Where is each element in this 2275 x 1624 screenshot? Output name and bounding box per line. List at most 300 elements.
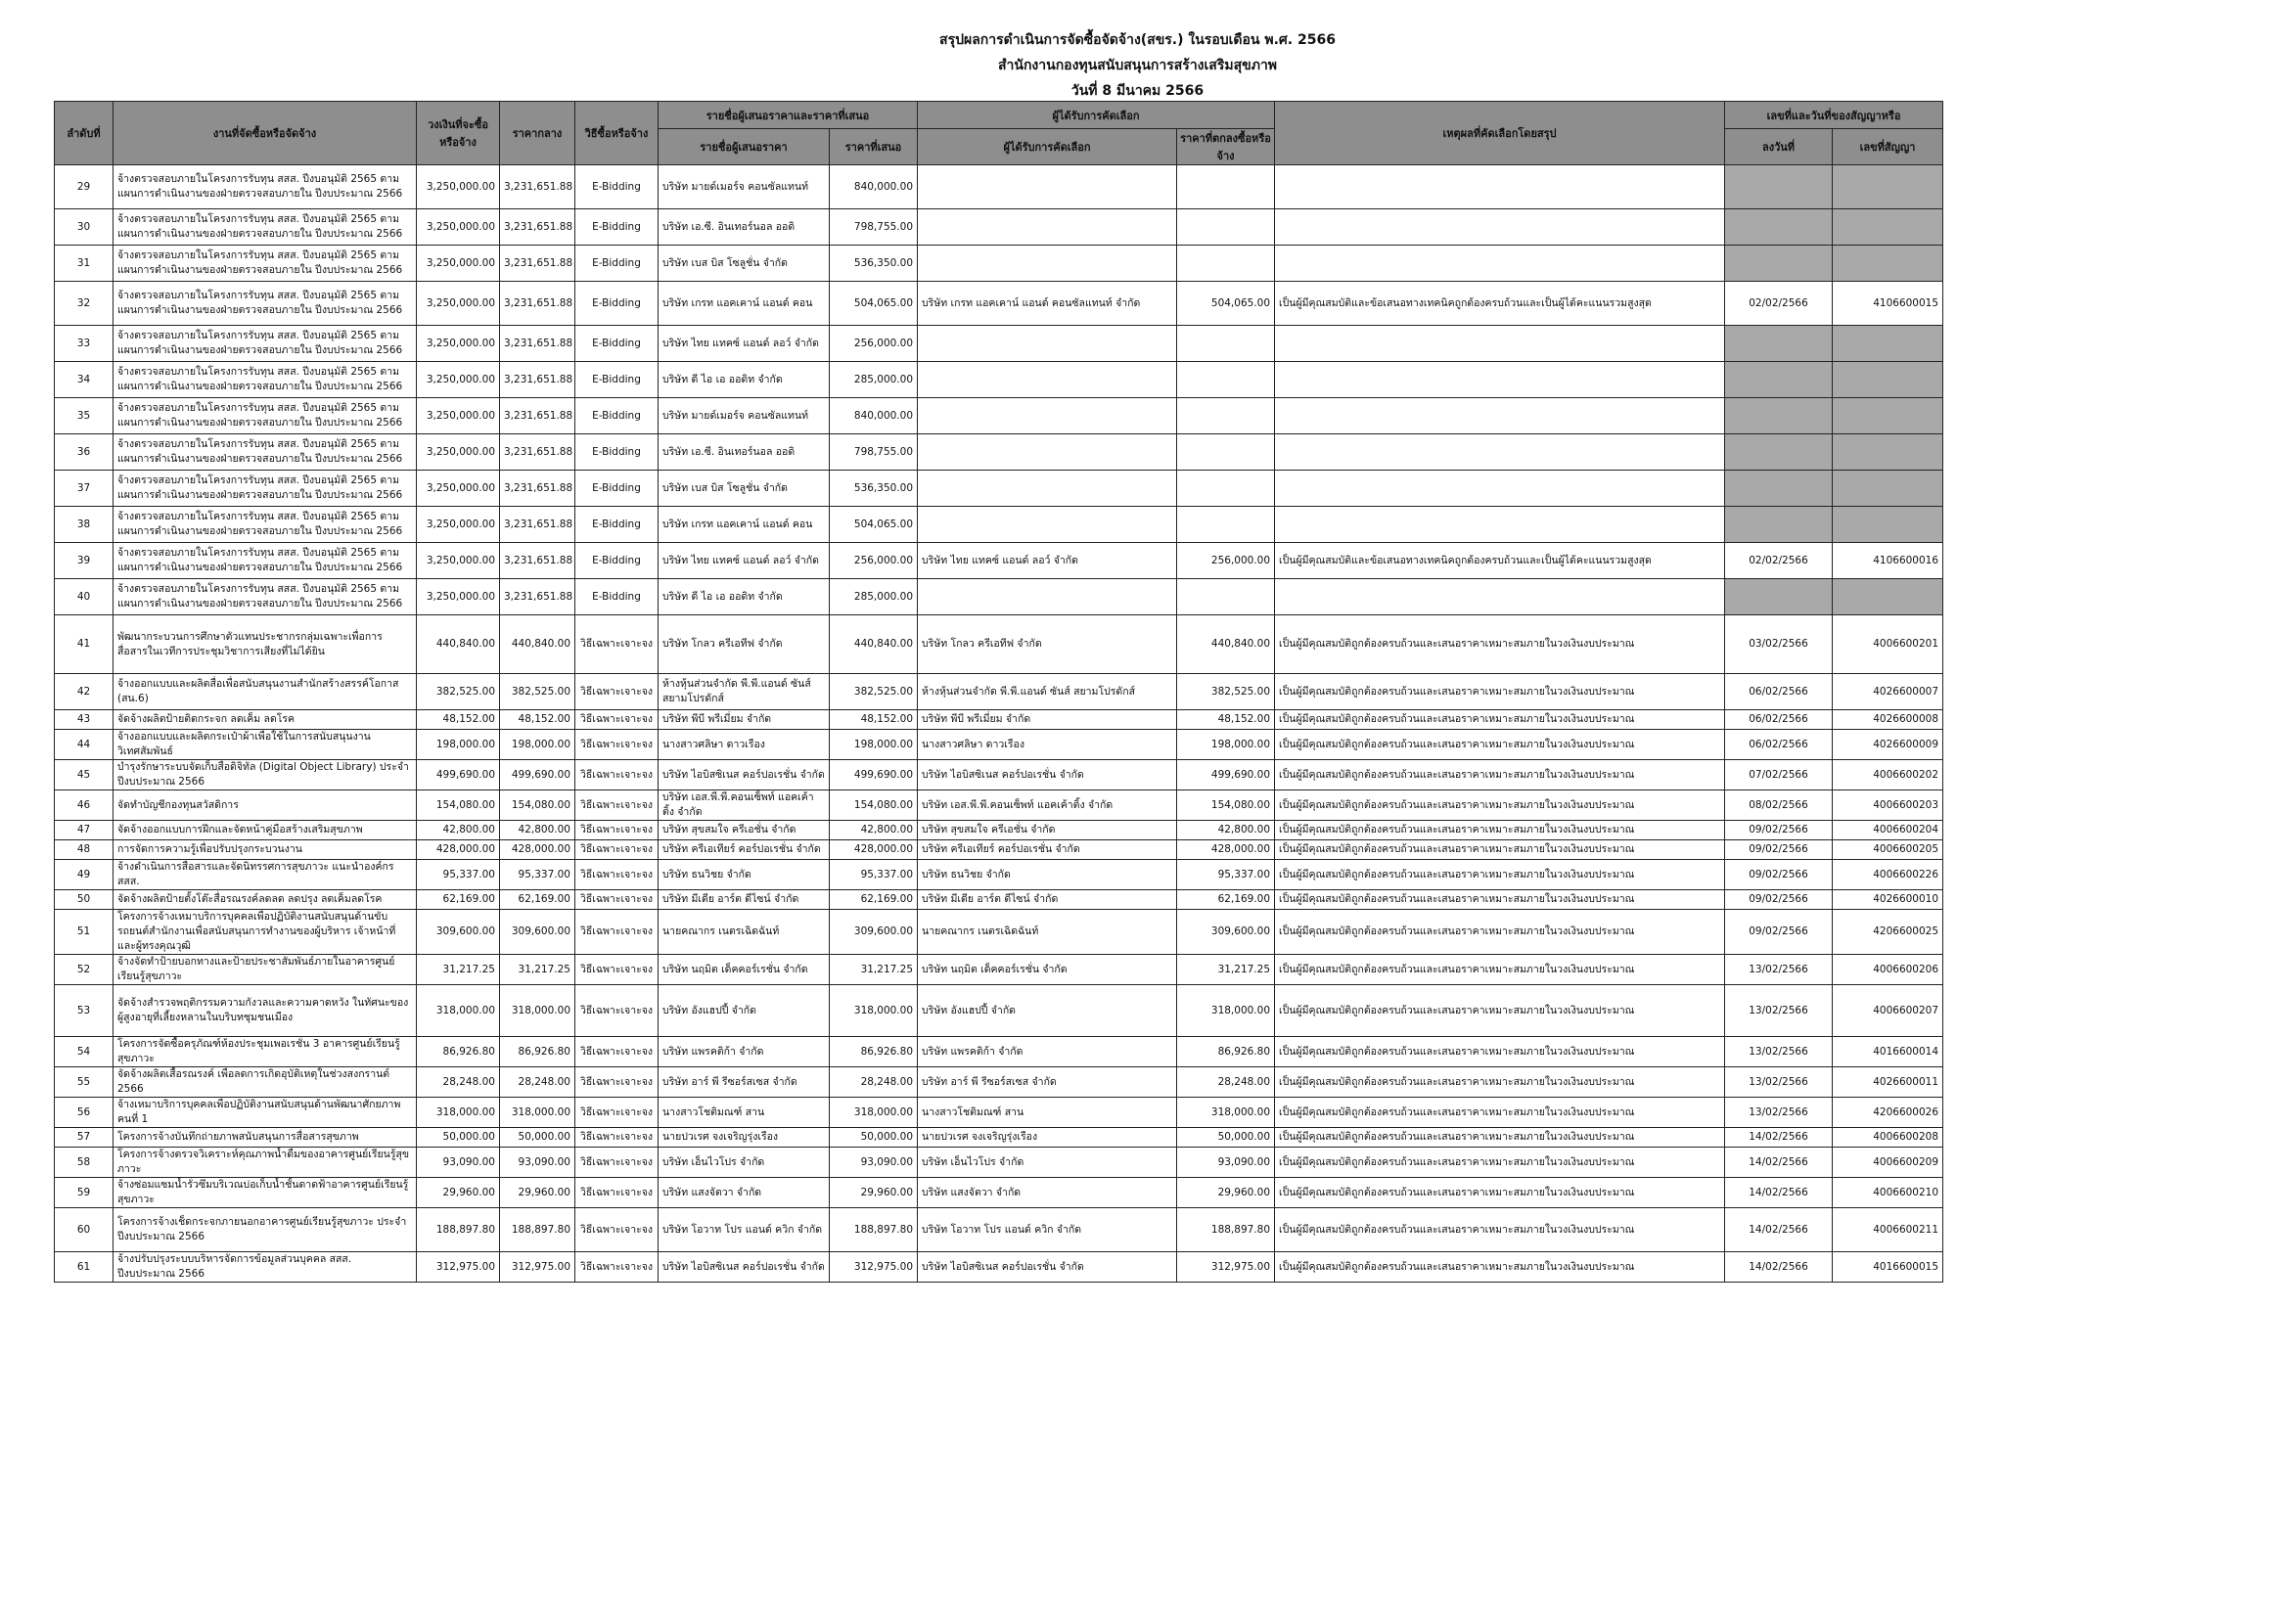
cell-median: 318,000.00 <box>500 985 575 1037</box>
cell-contract <box>1833 209 1943 246</box>
cell-item: จัดจ้างผลิตป้ายติดกระจก ลดเค็ม ลดโรค <box>114 710 417 730</box>
cell-contract: 4106600015 <box>1833 282 1943 326</box>
cell-median: 86,926.80 <box>500 1037 575 1067</box>
cell-median: 312,975.00 <box>500 1252 575 1283</box>
cell-winner: บริษัท แพรคติก้า จำกัด <box>918 1037 1177 1067</box>
cell-contract: 4006600201 <box>1833 615 1943 674</box>
col-bid-price: ราคาที่เสนอ <box>830 129 918 165</box>
cell-item: โครงการจัดซื้อครุภัณฑ์ห้องประชุมเพอเรชั่น 3 อาคารศูนย์เรียนรู้สุขภาวะ <box>114 1037 417 1067</box>
cell-budget: 3,250,000.00 <box>417 326 500 362</box>
cell-bidder: บริษัท โอวาท โปร แอนด์ ควิก จำกัด <box>659 1208 830 1252</box>
cell-date <box>1725 165 1833 209</box>
cell-contract: 4026600009 <box>1833 730 1943 760</box>
cell-contract: 4006600226 <box>1833 860 1943 890</box>
cell-price <box>1177 362 1275 398</box>
cell-winner <box>918 507 1177 543</box>
cell-seq: 29 <box>55 165 114 209</box>
cell-winner: บริษัท อาร์ พี รีซอร์สเซส จำกัด <box>918 1067 1177 1098</box>
cell-budget: 42,800.00 <box>417 821 500 840</box>
cell-seq: 47 <box>55 821 114 840</box>
cell-seq: 61 <box>55 1252 114 1283</box>
cell-price: 312,975.00 <box>1177 1252 1275 1283</box>
cell-seq: 35 <box>55 398 114 434</box>
cell-budget: 95,337.00 <box>417 860 500 890</box>
table-row <box>55 1148 2212 1178</box>
cell-method: วิธีเฉพาะเจาะจง <box>575 790 659 821</box>
cell-budget: 188,897.80 <box>417 1208 500 1252</box>
col-bidder-name: รายชื่อผู้เสนอราคา <box>659 129 830 165</box>
cell-budget: 3,250,000.00 <box>417 434 500 471</box>
col-contract-date: ลงวันที่ <box>1725 129 1833 165</box>
cell-item: จัดจ้างออกแบบการฝึกและจัดหน้าคู่มือสร้างเสริมสุขภาพ <box>114 821 417 840</box>
cell-median: 382,525.00 <box>500 674 575 710</box>
cell-bid: 536,350.00 <box>830 471 918 507</box>
cell-reason: เป็นผู้มีคุณสมบัติถูกต้องครบถ้วนและเสนอราคาเหมาะสมภายในวงเงินงบประมาณ <box>1275 1067 1725 1098</box>
cell-winner: บริษัท พีบี พรีเมี่ยม จำกัด <box>918 710 1177 730</box>
cell-item: โครงการจ้างตรวจวิเคราะห์คุณภาพน้ำดื่มของอาคารศูนย์เรียนรู้สุขภาวะ <box>114 1148 417 1178</box>
cell-bidder: บริษัท สุขสมใจ ครีเอชั่น จำกัด <box>659 821 830 840</box>
cell-contract: 4006600210 <box>1833 1178 1943 1208</box>
cell-date: 09/02/2566 <box>1725 860 1833 890</box>
cell-median: 48,152.00 <box>500 710 575 730</box>
cell-bid: 48,152.00 <box>830 710 918 730</box>
cell-contract: 4006600208 <box>1833 1128 1943 1148</box>
cell-contract: 4026600008 <box>1833 710 1943 730</box>
cell-price <box>1177 398 1275 434</box>
cell-winner: บริษัท มีเดีย อาร์ต ดีไซน์ จำกัด <box>918 890 1177 910</box>
cell-winner: บริษัท ธนวิชย จำกัด <box>918 860 1177 890</box>
cell-reason: เป็นผู้มีคุณสมบัติถูกต้องครบถ้วนและเสนอราคาเหมาะสมภายในวงเงินงบประมาณ <box>1275 1178 1725 1208</box>
table-row <box>55 615 2212 674</box>
cell-seq: 40 <box>55 579 114 615</box>
cell-price <box>1177 246 1275 282</box>
cell-bidder: บริษัท พีบี พรีเมี่ยม จำกัด <box>659 710 830 730</box>
cell-bidder: บริษัท มายด์เมอร์จ คอนซัลแทนท์ <box>659 165 830 209</box>
cell-date <box>1725 326 1833 362</box>
cell-winner: บริษัท โอวาท โปร แอนด์ ควิก จำกัด <box>918 1208 1177 1252</box>
cell-bidder: บริษัท อาร์ พี รีซอร์สเซส จำกัด <box>659 1067 830 1098</box>
cell-budget: 198,000.00 <box>417 730 500 760</box>
cell-bidder: บริษัท เกรท แอคเคาน์ แอนด์ คอน <box>659 282 830 326</box>
table-row <box>55 1037 2212 1067</box>
cell-reason: เป็นผู้มีคุณสมบัติถูกต้องครบถ้วนและเสนอราคาเหมาะสมภายในวงเงินงบประมาณ <box>1275 890 1725 910</box>
cell-bid: 312,975.00 <box>830 1252 918 1283</box>
cell-median: 3,231,651.88 <box>500 209 575 246</box>
cell-budget: 3,250,000.00 <box>417 165 500 209</box>
cell-contract: 4206600026 <box>1833 1098 1943 1128</box>
table-row <box>55 860 2212 890</box>
cell-item: จ้างตรวจสอบภายในโครงการรับทุน สสส. ปีงบอนุมัติ 2565 ตามแผนการดำเนินงานของฝ่ายตรวจสอบภายใน ปีงบประมาณ 2566 <box>114 398 417 434</box>
cell-date <box>1725 434 1833 471</box>
cell-median: 3,231,651.88 <box>500 579 575 615</box>
cell-contract: 4006600203 <box>1833 790 1943 821</box>
table-row <box>55 1067 2212 1098</box>
cell-seq: 49 <box>55 860 114 890</box>
cell-bidder: นายปวเรศ จงเจริญรุ่งเรือง <box>659 1128 830 1148</box>
cell-method: วิธีเฉพาะเจาะจง <box>575 860 659 890</box>
cell-item: จ้างซ่อมแซมน้ำรั่วซึมบริเวณบ่อเก็บน้ำชั้นดาดฟ้าอาคารศูนย์เรียนรู้สุขภาวะ <box>114 1178 417 1208</box>
cell-bid: 504,065.00 <box>830 282 918 326</box>
cell-reason: เป็นผู้มีคุณสมบัติถูกต้องครบถ้วนและเสนอราคาเหมาะสมภายในวงเงินงบประมาณ <box>1275 710 1725 730</box>
cell-reason: เป็นผู้มีคุณสมบัติถูกต้องครบถ้วนและเสนอราคาเหมาะสมภายในวงเงินงบประมาณ <box>1275 1148 1725 1178</box>
cell-median: 93,090.00 <box>500 1148 575 1178</box>
col-selected-group: ผู้ได้รับการคัดเลือก <box>918 102 1275 129</box>
cell-date: 13/02/2566 <box>1725 1037 1833 1067</box>
cell-bid: 840,000.00 <box>830 165 918 209</box>
table-row <box>55 674 2212 710</box>
cell-bidder: บริษัท มีเดีย อาร์ต ดีไซน์ จำกัด <box>659 890 830 910</box>
cell-median: 28,248.00 <box>500 1067 575 1098</box>
col-seq: ลำดับที่ <box>55 102 114 165</box>
cell-seq: 46 <box>55 790 114 821</box>
cell-price: 309,600.00 <box>1177 910 1275 955</box>
cell-contract <box>1833 246 1943 282</box>
cell-bidder: บริษัท เอ.ซี. อินเทอร์นอล ออดิ <box>659 434 830 471</box>
cell-reason: เป็นผู้มีคุณสมบัติถูกต้องครบถ้วนและเสนอราคาเหมาะสมภายในวงเงินงบประมาณ <box>1275 790 1725 821</box>
cell-bidder: บริษัท ไอบิสซิเนส คอร์ปอเรชั่น จำกัด <box>659 1252 830 1283</box>
cell-median: 62,169.00 <box>500 890 575 910</box>
cell-price: 48,152.00 <box>1177 710 1275 730</box>
cell-item: จ้างตรวจสอบภายในโครงการรับทุน สสส. ปีงบอนุมัติ 2565 ตามแผนการดำเนินงานของฝ่ายตรวจสอบภายใน ปีงบประมาณ 2566 <box>114 246 417 282</box>
cell-winner: บริษัท ไทย แทคซ์ แอนด์ ลอว์ จำกัด <box>918 543 1177 579</box>
cell-date: 14/02/2566 <box>1725 1148 1833 1178</box>
cell-bid: 440,840.00 <box>830 615 918 674</box>
cell-method: E-Bidding <box>575 282 659 326</box>
cell-price: 499,690.00 <box>1177 760 1275 790</box>
organization-name: สำนักงานกองทุนสนับสนุนการสร้างเสริมสุขภาพ <box>997 58 1278 73</box>
cell-winner <box>918 398 1177 434</box>
cell-budget: 3,250,000.00 <box>417 507 500 543</box>
cell-median: 3,231,651.88 <box>500 398 575 434</box>
cell-method: E-Bidding <box>575 398 659 434</box>
table-row <box>55 165 2212 209</box>
table-row <box>55 543 2212 579</box>
cell-winner: นายปวเรศ จงเจริญรุ่งเรือง <box>918 1128 1177 1148</box>
cell-bid: 285,000.00 <box>830 362 918 398</box>
cell-reason <box>1275 471 1725 507</box>
col-reason: เหตุผลที่คัดเลือกโดยสรุป <box>1275 102 1725 165</box>
table-row <box>55 326 2212 362</box>
cell-reason: เป็นผู้มีคุณสมบัติถูกต้องครบถ้วนและเสนอราคาเหมาะสมภายในวงเงินงบประมาณ <box>1275 1128 1725 1148</box>
cell-method: วิธีเฉพาะเจาะจง <box>575 1178 659 1208</box>
table-row <box>55 840 2212 860</box>
cell-contract <box>1833 434 1943 471</box>
cell-reason: เป็นผู้มีคุณสมบัติถูกต้องครบถ้วนและเสนอราคาเหมาะสมภายในวงเงินงบประมาณ <box>1275 860 1725 890</box>
cell-price <box>1177 507 1275 543</box>
cell-budget: 3,250,000.00 <box>417 362 500 398</box>
cell-seq: 36 <box>55 434 114 471</box>
cell-budget: 3,250,000.00 <box>417 246 500 282</box>
cell-bid: 29,960.00 <box>830 1178 918 1208</box>
cell-date: 06/02/2566 <box>1725 710 1833 730</box>
cell-method: วิธีเฉพาะเจาะจง <box>575 615 659 674</box>
cell-item: จ้างจัดทำป้ายบอกทางและป้ายประชาสัมพันธ์ภายในอาคารศูนย์เรียนรู้สุขภาวะ <box>114 955 417 985</box>
cell-median: 3,231,651.88 <box>500 507 575 543</box>
cell-method: วิธีเฉพาะเจาะจง <box>575 1128 659 1148</box>
cell-bid: 798,755.00 <box>830 434 918 471</box>
table-row <box>55 760 2212 790</box>
cell-method: E-Bidding <box>575 165 659 209</box>
table-row <box>55 730 2212 760</box>
cell-item: จ้างตรวจสอบภายในโครงการรับทุน สสส. ปีงบอนุมัติ 2565 ตามแผนการดำเนินงานของฝ่ายตรวจสอบภายใน ปีงบประมาณ 2566 <box>114 507 417 543</box>
table-row <box>55 710 2212 730</box>
cell-contract: 4006600205 <box>1833 840 1943 860</box>
cell-bid: 318,000.00 <box>830 1098 918 1128</box>
table-row <box>55 209 2212 246</box>
procurement-table <box>54 101 2212 1283</box>
cell-winner: บริษัท ไอบิสซิเนส คอร์ปอเรชั่น จำกัด <box>918 760 1177 790</box>
cell-bidder: บริษัท ธนวิชย จำกัด <box>659 860 830 890</box>
cell-price: 318,000.00 <box>1177 1098 1275 1128</box>
cell-winner: บริษัท อังแฮปปี้ จำกัด <box>918 985 1177 1037</box>
table-row <box>55 362 2212 398</box>
cell-date: 09/02/2566 <box>1725 821 1833 840</box>
cell-item: จ้างตรวจสอบภายในโครงการรับทุน สสส. ปีงบอนุมัติ 2565 ตามแผนการดำเนินงานของฝ่ายตรวจสอบภายใน ปีงบประมาณ 2566 <box>114 434 417 471</box>
cell-contract: 4026600007 <box>1833 674 1943 710</box>
col-median: ราคากลาง <box>500 102 575 165</box>
cell-seq: 31 <box>55 246 114 282</box>
cell-bid: 499,690.00 <box>830 760 918 790</box>
cell-method: E-Bidding <box>575 326 659 362</box>
cell-median: 440,840.00 <box>500 615 575 674</box>
cell-reason <box>1275 434 1725 471</box>
cell-method: E-Bidding <box>575 209 659 246</box>
cell-median: 3,231,651.88 <box>500 282 575 326</box>
cell-seq: 53 <box>55 985 114 1037</box>
cell-budget: 93,090.00 <box>417 1148 500 1178</box>
cell-seq: 33 <box>55 326 114 362</box>
cell-median: 31,217.25 <box>500 955 575 985</box>
cell-bid: 285,000.00 <box>830 579 918 615</box>
table-row <box>55 282 2212 326</box>
cell-item: โครงการจ้างบันทึกถ่ายภาพสนับสนุนการสื่อสารสุขภาพ <box>114 1128 417 1148</box>
cell-price: 62,169.00 <box>1177 890 1275 910</box>
cell-price: 382,525.00 <box>1177 674 1275 710</box>
cell-method: วิธีเฉพาะเจาะจง <box>575 760 659 790</box>
cell-bidder: นายคณากร เนตรเฉิดฉันท์ <box>659 910 830 955</box>
cell-winner: บริษัท เกรท แอคเคาน์ แอนด์ คอนซัลแทนท์ จำกัด <box>918 282 1177 326</box>
cell-method: วิธีเฉพาะเจาะจง <box>575 1252 659 1283</box>
cell-seq: 37 <box>55 471 114 507</box>
cell-bid: 50,000.00 <box>830 1128 918 1148</box>
cell-seq: 39 <box>55 543 114 579</box>
cell-seq: 42 <box>55 674 114 710</box>
cell-bidder: บริษัท เกรท แอคเคาน์ แอนด์ คอน <box>659 507 830 543</box>
cell-item: จ้างเหมาบริการบุคคลเพื่อปฏิบัติงานสนับสนุนด้านพัฒนาศักยภาพ คนที่ 1 <box>114 1098 417 1128</box>
cell-winner: บริษัท โกลว ครีเอทีฟ จำกัด <box>918 615 1177 674</box>
cell-contract <box>1833 165 1943 209</box>
cell-bidder: บริษัท ไทย แทคซ์ แอนด์ ลอว์ จำกัด <box>659 326 830 362</box>
cell-reason: เป็นผู้มีคุณสมบัติถูกต้องครบถ้วนและเสนอราคาเหมาะสมภายในวงเงินงบประมาณ <box>1275 674 1725 710</box>
cell-seq: 50 <box>55 890 114 910</box>
cell-item: โครงการจ้างเหมาบริการบุคคลเพื่อปฏิบัติงานสนับสนุนด้านขับรถยนต์สำนักงานเพื่อสนับสนุนการทำงานของผู้บริหาร เจ้าหน้าที่ และผู้ทรงคุณวุฒิ <box>114 910 417 955</box>
cell-bid: 256,000.00 <box>830 326 918 362</box>
cell-budget: 382,525.00 <box>417 674 500 710</box>
col-selected-name: ผู้ได้รับการคัดเลือก <box>918 129 1177 165</box>
report-date: วันที่ 8 มีนาคม 2566 <box>1070 83 1205 99</box>
cell-method: วิธีเฉพาะเจาะจง <box>575 1098 659 1128</box>
table-row <box>55 579 2212 615</box>
cell-budget: 3,250,000.00 <box>417 579 500 615</box>
cell-date: 08/02/2566 <box>1725 790 1833 821</box>
cell-budget: 3,250,000.00 <box>417 471 500 507</box>
cell-reason: เป็นผู้มีคุณสมบัติและข้อเสนอทางเทคนิคถูกต้องครบถ้วนและเป็นผู้ได้คะแนนรวมสูงสุด <box>1275 282 1725 326</box>
cell-budget: 318,000.00 <box>417 1098 500 1128</box>
cell-bidder: บริษัท เบส บิส โซลูชั่น จำกัด <box>659 246 830 282</box>
cell-item: จ้างตรวจสอบภายในโครงการรับทุน สสส. ปีงบอนุมัติ 2565 ตามแผนการดำเนินงานของฝ่ายตรวจสอบภายใน ปีงบประมาณ 2566 <box>114 471 417 507</box>
cell-bidder: บริษัท โกลว ครีเอทีฟ จำกัด <box>659 615 830 674</box>
cell-contract: 4106600016 <box>1833 543 1943 579</box>
cell-winner: บริษัท แสงจัตวา จำกัด <box>918 1178 1177 1208</box>
cell-median: 3,231,651.88 <box>500 434 575 471</box>
cell-price: 93,090.00 <box>1177 1148 1275 1178</box>
cell-budget: 428,000.00 <box>417 840 500 860</box>
cell-winner <box>918 326 1177 362</box>
cell-bidder: บริษัท ครีเอเทียร์ คอร์ปอเรชั่น จำกัด <box>659 840 830 860</box>
cell-date <box>1725 471 1833 507</box>
cell-date: 13/02/2566 <box>1725 1098 1833 1128</box>
cell-seq: 45 <box>55 760 114 790</box>
cell-winner: ห้างหุ้นส่วนจำกัด พี.พี.แอนด์ ซันส์ สยามโปรดักส์ <box>918 674 1177 710</box>
cell-seq: 54 <box>55 1037 114 1067</box>
cell-bid: 840,000.00 <box>830 398 918 434</box>
cell-item: จัดจ้างผลิตป้ายตั้งโต๊ะสื่อรณรงค์ลดลด ลดปรุง ลดเค็มลดโรค <box>114 890 417 910</box>
cell-reason <box>1275 326 1725 362</box>
cell-budget: 86,926.80 <box>417 1037 500 1067</box>
cell-winner <box>918 209 1177 246</box>
cell-median: 50,000.00 <box>500 1128 575 1148</box>
col-bidders-group: รายชื่อผู้เสนอราคาและราคาที่เสนอ <box>659 102 918 129</box>
cell-date: 03/02/2566 <box>1725 615 1833 674</box>
cell-item: จ้างปรับปรุงระบบบริหารจัดการข้อมูลส่วนบุคคล สสส. ปีงบประมาณ 2566 <box>114 1252 417 1283</box>
cell-winner: นางสาวโชติมณฑ์ สาน <box>918 1098 1177 1128</box>
cell-bidder: นางสาวโชติมณฑ์ สาน <box>659 1098 830 1128</box>
cell-price: 31,217.25 <box>1177 955 1275 985</box>
cell-reason: เป็นผู้มีคุณสมบัติถูกต้องครบถ้วนและเสนอราคาเหมาะสมภายในวงเงินงบประมาณ <box>1275 730 1725 760</box>
cell-reason: เป็นผู้มีคุณสมบัติถูกต้องครบถ้วนและเสนอราคาเหมาะสมภายในวงเงินงบประมาณ <box>1275 910 1725 955</box>
cell-contract <box>1833 507 1943 543</box>
cell-date <box>1725 398 1833 434</box>
cell-winner <box>918 579 1177 615</box>
cell-reason: เป็นผู้มีคุณสมบัติถูกต้องครบถ้วนและเสนอราคาเหมาะสมภายในวงเงินงบประมาณ <box>1275 1208 1725 1252</box>
cell-price: 29,960.00 <box>1177 1178 1275 1208</box>
cell-median: 29,960.00 <box>500 1178 575 1208</box>
cell-date: 02/02/2566 <box>1725 543 1833 579</box>
cell-method: วิธีเฉพาะเจาะจง <box>575 674 659 710</box>
cell-bid: 428,000.00 <box>830 840 918 860</box>
cell-budget: 29,960.00 <box>417 1178 500 1208</box>
cell-median: 428,000.00 <box>500 840 575 860</box>
cell-price: 154,080.00 <box>1177 790 1275 821</box>
cell-method: วิธีเฉพาะเจาะจง <box>575 985 659 1037</box>
cell-item: จ้างตรวจสอบภายในโครงการรับทุน สสส. ปีงบอนุมัติ 2565 ตามแผนการดำเนินงานของฝ่ายตรวจสอบภายใน ปีงบประมาณ 2566 <box>114 543 417 579</box>
cell-bidder: บริษัท อังแฮปปี้ จำกัด <box>659 985 830 1037</box>
cell-reason <box>1275 579 1725 615</box>
col-contract-group: เลขที่และวันที่ของสัญญาหรือ <box>1725 102 1943 129</box>
cell-reason: เป็นผู้มีคุณสมบัติถูกต้องครบถ้วนและเสนอราคาเหมาะสมภายในวงเงินงบประมาณ <box>1275 1252 1725 1283</box>
cell-reason <box>1275 398 1725 434</box>
cell-winner <box>918 434 1177 471</box>
table-row <box>55 398 2212 434</box>
cell-date: 13/02/2566 <box>1725 985 1833 1037</box>
cell-budget: 318,000.00 <box>417 985 500 1037</box>
cell-price: 256,000.00 <box>1177 543 1275 579</box>
cell-method: วิธีเฉพาะเจาะจง <box>575 1148 659 1178</box>
cell-date: 07/02/2566 <box>1725 760 1833 790</box>
cell-seq: 43 <box>55 710 114 730</box>
cell-bid: 504,065.00 <box>830 507 918 543</box>
cell-bid: 256,000.00 <box>830 543 918 579</box>
cell-method: E-Bidding <box>575 471 659 507</box>
cell-median: 188,897.80 <box>500 1208 575 1252</box>
cell-date: 09/02/2566 <box>1725 840 1833 860</box>
cell-price: 86,926.80 <box>1177 1037 1275 1067</box>
cell-date <box>1725 246 1833 282</box>
cell-seq: 38 <box>55 507 114 543</box>
col-item: งานที่จัดซื้อหรือจัดจ้าง <box>114 102 417 165</box>
cell-bid: 188,897.80 <box>830 1208 918 1252</box>
cell-median: 3,231,651.88 <box>500 471 575 507</box>
cell-median: 3,231,651.88 <box>500 362 575 398</box>
cell-bid: 154,080.00 <box>830 790 918 821</box>
cell-price <box>1177 326 1275 362</box>
cell-contract: 4016600015 <box>1833 1252 1943 1283</box>
cell-seq: 58 <box>55 1148 114 1178</box>
cell-contract <box>1833 326 1943 362</box>
cell-contract: 4006600207 <box>1833 985 1943 1037</box>
table-row <box>55 1128 2212 1148</box>
cell-contract: 4016600014 <box>1833 1037 1943 1067</box>
cell-price <box>1177 579 1275 615</box>
cell-date: 14/02/2566 <box>1725 1252 1833 1283</box>
cell-budget: 154,080.00 <box>417 790 500 821</box>
cell-budget: 309,600.00 <box>417 910 500 955</box>
cell-method: E-Bidding <box>575 246 659 282</box>
cell-winner: บริษัท สุขสมใจ ครีเอชั่น จำกัด <box>918 821 1177 840</box>
cell-method: วิธีเฉพาะเจาะจง <box>575 1208 659 1252</box>
cell-method: วิธีเฉพาะเจาะจง <box>575 910 659 955</box>
cell-bidder: นางสาวศลิษา ดาวเรือง <box>659 730 830 760</box>
cell-reason: เป็นผู้มีคุณสมบัติถูกต้องครบถ้วนและเสนอราคาเหมาะสมภายในวงเงินงบประมาณ <box>1275 615 1725 674</box>
cell-date: 06/02/2566 <box>1725 730 1833 760</box>
cell-bidder: บริษัท เบส บิส โซลูชั่น จำกัด <box>659 471 830 507</box>
cell-method: วิธีเฉพาะเจาะจง <box>575 840 659 860</box>
cell-item: จ้างตรวจสอบภายในโครงการรับทุน สสส. ปีงบอนุมัติ 2565 ตามแผนการดำเนินงานของฝ่ายตรวจสอบภายใน ปีงบประมาณ 2566 <box>114 362 417 398</box>
cell-price: 50,000.00 <box>1177 1128 1275 1148</box>
cell-bidder: บริษัท ดี ไอ เอ ออดิท จำกัด <box>659 362 830 398</box>
cell-reason <box>1275 209 1725 246</box>
cell-winner: นายคณากร เนตรเฉิดฉันท์ <box>918 910 1177 955</box>
cell-bid: 93,090.00 <box>830 1148 918 1178</box>
cell-contract: 4026600010 <box>1833 890 1943 910</box>
cell-reason: เป็นผู้มีคุณสมบัติถูกต้องครบถ้วนและเสนอราคาเหมาะสมภายในวงเงินงบประมาณ <box>1275 985 1725 1037</box>
cell-item: โครงการจ้างเช็ดกระจกภายนอกอาคารศูนย์เรียนรู้สุขภาวะ ประจำปีงบประมาณ 2566 <box>114 1208 417 1252</box>
cell-reason: เป็นผู้มีคุณสมบัติถูกต้องครบถ้วนและเสนอราคาเหมาะสมภายในวงเงินงบประมาณ <box>1275 1037 1725 1067</box>
table-row <box>55 890 2212 910</box>
cell-bid: 62,169.00 <box>830 890 918 910</box>
cell-price <box>1177 471 1275 507</box>
cell-median: 499,690.00 <box>500 760 575 790</box>
cell-item: จ้างตรวจสอบภายในโครงการรับทุน สสส. ปีงบอนุมัติ 2565 ตามแผนการดำเนินงานของฝ่ายตรวจสอบภายใน ปีงบประมาณ 2566 <box>114 326 417 362</box>
cell-price: 440,840.00 <box>1177 615 1275 674</box>
table-row <box>55 1098 2212 1128</box>
cell-median: 198,000.00 <box>500 730 575 760</box>
cell-budget: 48,152.00 <box>417 710 500 730</box>
cell-item: จ้างตรวจสอบภายในโครงการรับทุน สสส. ปีงบอนุมัติ 2565 ตามแผนการดำเนินงานของฝ่ายตรวจสอบภายใน ปีงบประมาณ 2566 <box>114 209 417 246</box>
cell-budget: 440,840.00 <box>417 615 500 674</box>
cell-winner: บริษัท นฤมิต เด็คคอร์เรชั่น จำกัด <box>918 955 1177 985</box>
cell-bid: 309,600.00 <box>830 910 918 955</box>
